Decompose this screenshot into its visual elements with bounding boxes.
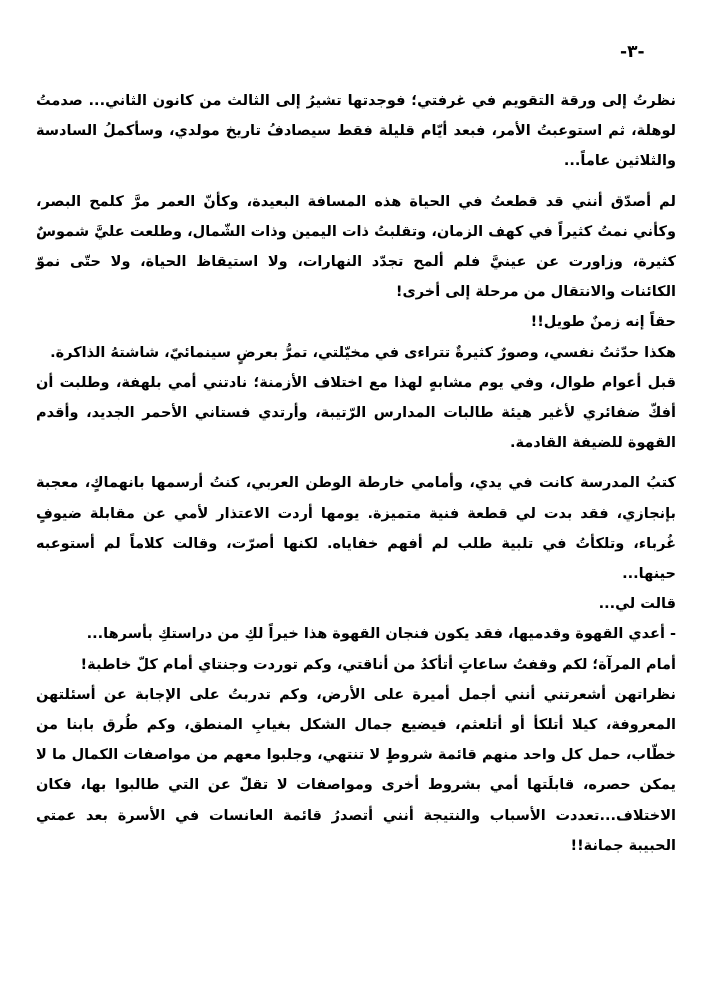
paragraph-gap [36,177,676,187]
paragraph-mirror: أمام المرآة؛ لكم وقفتُ ساعاتٍ أتأكدُ من أناقتي، وكم توردت وجنتاي أمام كلّ خاطبة! [80,656,676,673]
paragraph-long-time: حقاً إنه زمنٌ طويل!! [530,314,676,331]
page-number: -٣- [620,42,645,62]
paragraph-gap [36,458,676,468]
paragraph-school-books: كتبُ المدرسة كانت في يدي، وأمامي خارطة الوطن العربي، كنتُ أرسمها بانهماكٍ، معجبة بإنجازي، فقد بدت لي قطعة فنية متميزة. يومها أردت الاعتذار لأمي عن مقابلة ضيوفٍ غُرباء، وتلكأتُ في تلبية طلب لم أفهم خفاياه. لكنها أصرّت، وقالت كلاماً لم أستوعبه حينها... [36,475,676,583]
paragraph-years-ago: قبل أعوام طوال، وفي يوم مشابهٍ لهذا مع اختلاف الأزمنة؛ نادتني أمي بلهفة، وطلبت أن أفكّ ضفائري لأغير هيئة طالبات المدارس الرّتيبة، وأرتدي فستاني الأحمر الجديد، وأقدم القهوة للضيفة القادمة. [36,374,676,452]
paragraph-suitors: نظراتهن أشعرتني أنني أجمل أميرة على الأرض، وكم تدربتُ على الإجابة عن أسئلتهن المعروفة، كيلا أتلكأ أو أتلعثم، فيضيع جمال الشكل بغيابِ المنطق، وكم طُرق بابنا من خطّاب، حمل كل واحد منهم قائمة شروطٍ لا تنتهي، وجلبوا معهم من مواصفات الكمال ما لا يمكن حصره، قابلَتها أمي بشروط أخرى ومواصفات لا تقلّ عن التي طالبوا بها، فكان الاختلاف...تعددت الأسباب والنتيجة أنني أتصدرُ قائمة العانسات في الأسرة بعد عمتي الحبيبة جمانة!! [36,686,676,854]
document-page [36,36,676,976]
document-body [36,86,676,861]
paragraph-calendar: نظرتُ إلى ورقة التقويم في غرفتي؛ فوجدتها تشيرُ إلى الثالث من كانون الثاني... صدمتُ لوهلة، ثم استوعبتُ الأمر، فبعد أيّام قليلة فقط سيصادفُ تاريخ مولدي، وسأكملُ السادسة والثلاثين عاماً... [36,93,676,170]
paragraph-disbelief: لم أصدّق أنني قد قطعتُ في الحياة هذه المسافة البعيدة، وكأنّ العمر مرَّ كلمح البصر، وكأني نمتُ كثيراً في كهف الزمان، وتقلبتُ ذات اليمين وذات الشّمال، وطلعت عليَّ شموسٌ كثيرة، وزاورت عن عينيَّ فلم ألمح تجدّد النهارات، ولا استيقاظ الحياة، ولا حتّى نموّ الكائنات والانتقال من مرحلة إلى أخرى! [36,193,676,301]
paragraph-self-talk: هكذا حدّثتُ نفسي، وصورٌ كثيرةٌ تتراءى في مخيّلتي، تمرُّ بعرضٍ سينمائيّ، شاشتهُ الذاكرة. [50,344,676,361]
paragraph-she-said: قالت لي... [598,596,676,613]
paragraph-coffee-quote: - أعدي القهوة وقدميها، فقد يكون فنجان القهوة هذا خيراً لكِ من دراستكِ بأسرها... [86,626,676,643]
